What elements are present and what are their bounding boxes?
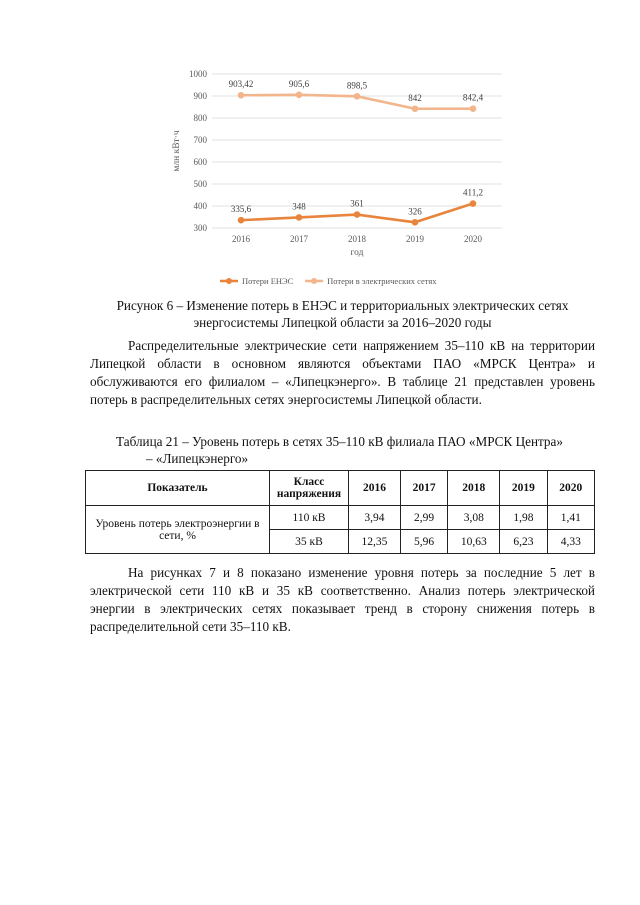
data-label: 842: [408, 92, 422, 103]
data-point: [296, 91, 303, 98]
data-label: 348: [292, 201, 306, 212]
table-cell: 1,98: [500, 506, 547, 530]
data-point: [354, 211, 361, 218]
data-point: [412, 105, 419, 112]
data-point: [238, 92, 245, 99]
legend-label: Потери ЕНЭС: [242, 276, 294, 286]
y-tick-label: 300: [193, 223, 207, 233]
header-year-2019: 2019: [500, 471, 547, 506]
data-label: 361: [350, 198, 364, 209]
table-cell: 12,35: [349, 530, 401, 554]
y-tick-label: 400: [193, 201, 207, 211]
table-row: [86, 506, 595, 530]
table-caption: [90, 433, 595, 467]
cell-class: 110 кВ: [270, 506, 349, 530]
data-point: [354, 93, 361, 100]
x-tick-label: 2016: [232, 234, 250, 244]
y-tick-label: 500: [193, 179, 207, 189]
data-point: [296, 214, 303, 221]
row-label-loss-level: Уровень потерь электроэнергии в сети, %: [86, 506, 270, 554]
data-label: 842,4: [462, 92, 484, 103]
y-tick-label: 600: [193, 157, 207, 167]
legend-label: Потери в электрических сетях: [327, 276, 437, 286]
header-voltage-class: Класс напряжения: [270, 471, 349, 506]
y-tick-label: 1000: [189, 69, 207, 79]
table-cell: 10,63: [448, 530, 500, 554]
line-chart: [150, 62, 510, 294]
header-year-2017: 2017: [400, 471, 447, 506]
data-label: 898,5: [346, 80, 368, 91]
data-point: [470, 105, 477, 112]
table-cell: 4,33: [547, 530, 594, 554]
table-cell: 2,99: [400, 506, 447, 530]
data-label: 905,6: [288, 78, 310, 89]
table-cell: 3,08: [448, 506, 500, 530]
data-label: 411,2: [463, 187, 483, 198]
data-label: 335,6: [230, 204, 252, 215]
table-cell: 1,41: [547, 506, 594, 530]
table-cell: 5,96: [400, 530, 447, 554]
table-caption-line2: – «Липецкэнерго»: [146, 451, 249, 466]
paragraph-figures-7-8: На рисунках 7 и 8 показано изменение уровня потерь за последние 5 лет в электрической сети 110 кВ и 35 кВ соответственно. Анализ потерь электрической энергии в электрических сетях показывает тренд в сторону снижения потерь в распределительной сети 35–110 кВ.: [90, 565, 595, 634]
chart-svg: [150, 62, 510, 294]
figure-caption: Рисунок 6 – Изменение потерь в ЕНЭС и территориальных электрических сетях энергосистемы Липецкой области за 2016–2020 годы: [116, 298, 569, 330]
table-caption-line1: Таблица 21 – Уровень потерь в сетях 35–110 кВ филиала ПАО «МРСК Центра»: [116, 434, 563, 449]
paragraph-distribution-networks: Распределительные электрические сети напряжением 35–110 кВ на территории Липецкой области в основном являются объектами ПАО «МРСК Центра» и обслуживаются его филиалом – «Липецкэнерго». В таблице 21 представлен уровень потерь в распределительных сетях энергосистемы Липецкой области.: [90, 338, 595, 407]
x-tick-label: 2018: [348, 234, 366, 244]
header-year-2016: 2016: [349, 471, 401, 506]
data-point: [412, 219, 419, 226]
table-header-row: [86, 471, 595, 506]
losses-table: [85, 470, 595, 554]
y-tick-label: 700: [193, 135, 207, 145]
table-cell: 6,23: [500, 530, 547, 554]
x-tick-label: 2020: [464, 234, 482, 244]
y-tick-label: 800: [193, 113, 207, 123]
data-point: [238, 217, 245, 224]
table-cell: 3,94: [349, 506, 401, 530]
y-axis-title: млн кВт·ч: [172, 130, 182, 172]
legend-marker: [226, 278, 232, 284]
header-year-2020: 2020: [547, 471, 594, 506]
data-label: 903,42: [228, 79, 254, 90]
y-tick-label: 900: [193, 91, 207, 101]
x-tick-label: 2019: [406, 234, 424, 244]
header-year-2018: 2018: [448, 471, 500, 506]
legend-marker: [311, 278, 317, 284]
data-point: [470, 200, 477, 207]
x-tick-label: 2017: [290, 234, 308, 244]
cell-class: 35 кВ: [270, 530, 349, 554]
x-axis-title: год: [350, 248, 364, 258]
data-label: 326: [408, 206, 422, 217]
header-indicator: Показатель: [86, 471, 270, 506]
